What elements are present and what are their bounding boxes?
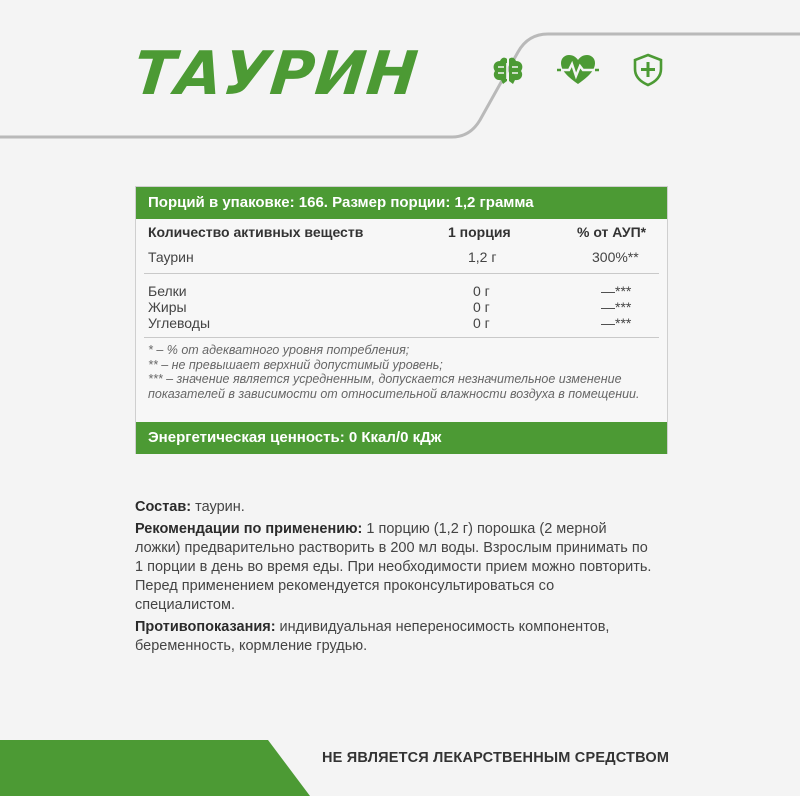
footnotes bbox=[148, 343, 658, 401]
row-taurine-portion: 1,2 г bbox=[468, 249, 497, 265]
contraindications-paragraph bbox=[135, 618, 655, 656]
row-fat-portion: 0 г bbox=[473, 299, 490, 315]
row-protein-percent: —*** bbox=[601, 283, 632, 299]
recommendation-label: Рекомендации по применению: bbox=[135, 521, 363, 537]
composition-label: Состав: bbox=[135, 499, 192, 515]
product-info bbox=[135, 498, 655, 659]
recommendation-text: 1 порцию (1,2 г) порошка (2 мерной ложки) предварительно растворить в 200 мл воды. Взрослым принимать по 1 порции в день во время еды. При необходимости прием можно повторить. Перед применением рекомендуется проконсультироваться со специалистом. bbox=[135, 521, 652, 613]
row-protein-portion: 0 г bbox=[473, 283, 490, 299]
footnote: *** – значение является усредненным, допускается незначительное изменение показателей в зависимости от относительной влажности воздуха в помещении. bbox=[148, 372, 640, 401]
row-carbs-portion: 0 г bbox=[473, 315, 490, 331]
row-carbs-name: Углеводы bbox=[148, 315, 211, 331]
heart-pulse-icon bbox=[556, 52, 600, 88]
shield-plus-icon bbox=[626, 52, 670, 88]
column-header-portion: 1 порция bbox=[448, 224, 511, 240]
contraindications-label: Противопоказания: bbox=[135, 619, 276, 635]
composition-paragraph bbox=[135, 498, 655, 517]
row-fat-percent: —*** bbox=[601, 299, 632, 315]
column-header-percent: % от АУП* bbox=[577, 224, 647, 240]
row-carbs-percent: —*** bbox=[601, 315, 632, 331]
nutrition-facts-table bbox=[135, 186, 668, 454]
composition-text: таурин. bbox=[191, 499, 245, 515]
row-taurine-percent: 300%** bbox=[592, 249, 639, 265]
energy-value-bar: Энергетическая ценность: 0 Ккал/0 кДж bbox=[136, 422, 667, 454]
page-title: ТАУРИН bbox=[130, 39, 422, 109]
column-header-substances: Количество активных веществ bbox=[148, 224, 364, 240]
contraindications-text: индивидуальная непереносимость компонентов, беременность, кормление грудью. bbox=[135, 619, 610, 654]
row-protein-name: Белки bbox=[148, 283, 187, 299]
recommendation-paragraph bbox=[135, 520, 655, 615]
brain-icon bbox=[486, 52, 530, 88]
servings-bar: Порций в упаковке: 166. Размер порции: 1,2 грамма bbox=[136, 187, 667, 219]
row-fat-name: Жиры bbox=[148, 299, 187, 315]
icon-row bbox=[486, 52, 670, 88]
disclaimer-text: НЕ ЯВЛЯЕТСЯ ЛЕКАРСТВЕННЫМ СРЕДСТВОМ bbox=[322, 750, 670, 766]
table-divider bbox=[144, 273, 659, 274]
footnote: * – % от адекватного уровня потребления; bbox=[148, 343, 410, 357]
table-divider bbox=[144, 337, 659, 338]
footer-accent-shape bbox=[0, 740, 320, 796]
row-taurine-name: Таурин bbox=[148, 249, 194, 265]
footnote: ** – не превышает верхний допустимый уровень; bbox=[148, 357, 443, 372]
